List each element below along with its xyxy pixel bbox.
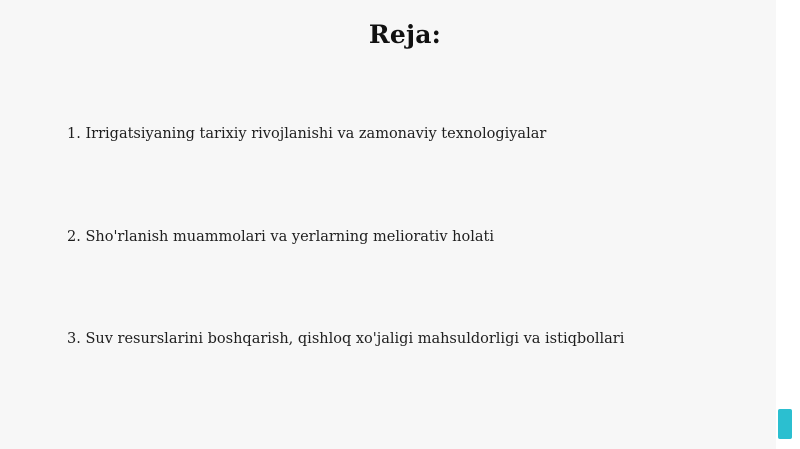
side-panel-strip xyxy=(776,0,800,449)
scroll-handle[interactable] xyxy=(778,409,792,439)
slide-title: Reja: xyxy=(368,20,442,49)
plan-item-3: 3. Suv resurslarini boshqarish, qishloq xo'jaligi mahsuldorligi va istiqbollari xyxy=(67,331,625,347)
plan-item-1: 1. Irrigatsiyaning tarixiy rivojlanishi va zamonaviy texnologiyalar xyxy=(67,126,547,142)
plan-item-2: 2. Sho'rlanish muammolari va yerlarning meliorativ holati xyxy=(67,229,494,245)
